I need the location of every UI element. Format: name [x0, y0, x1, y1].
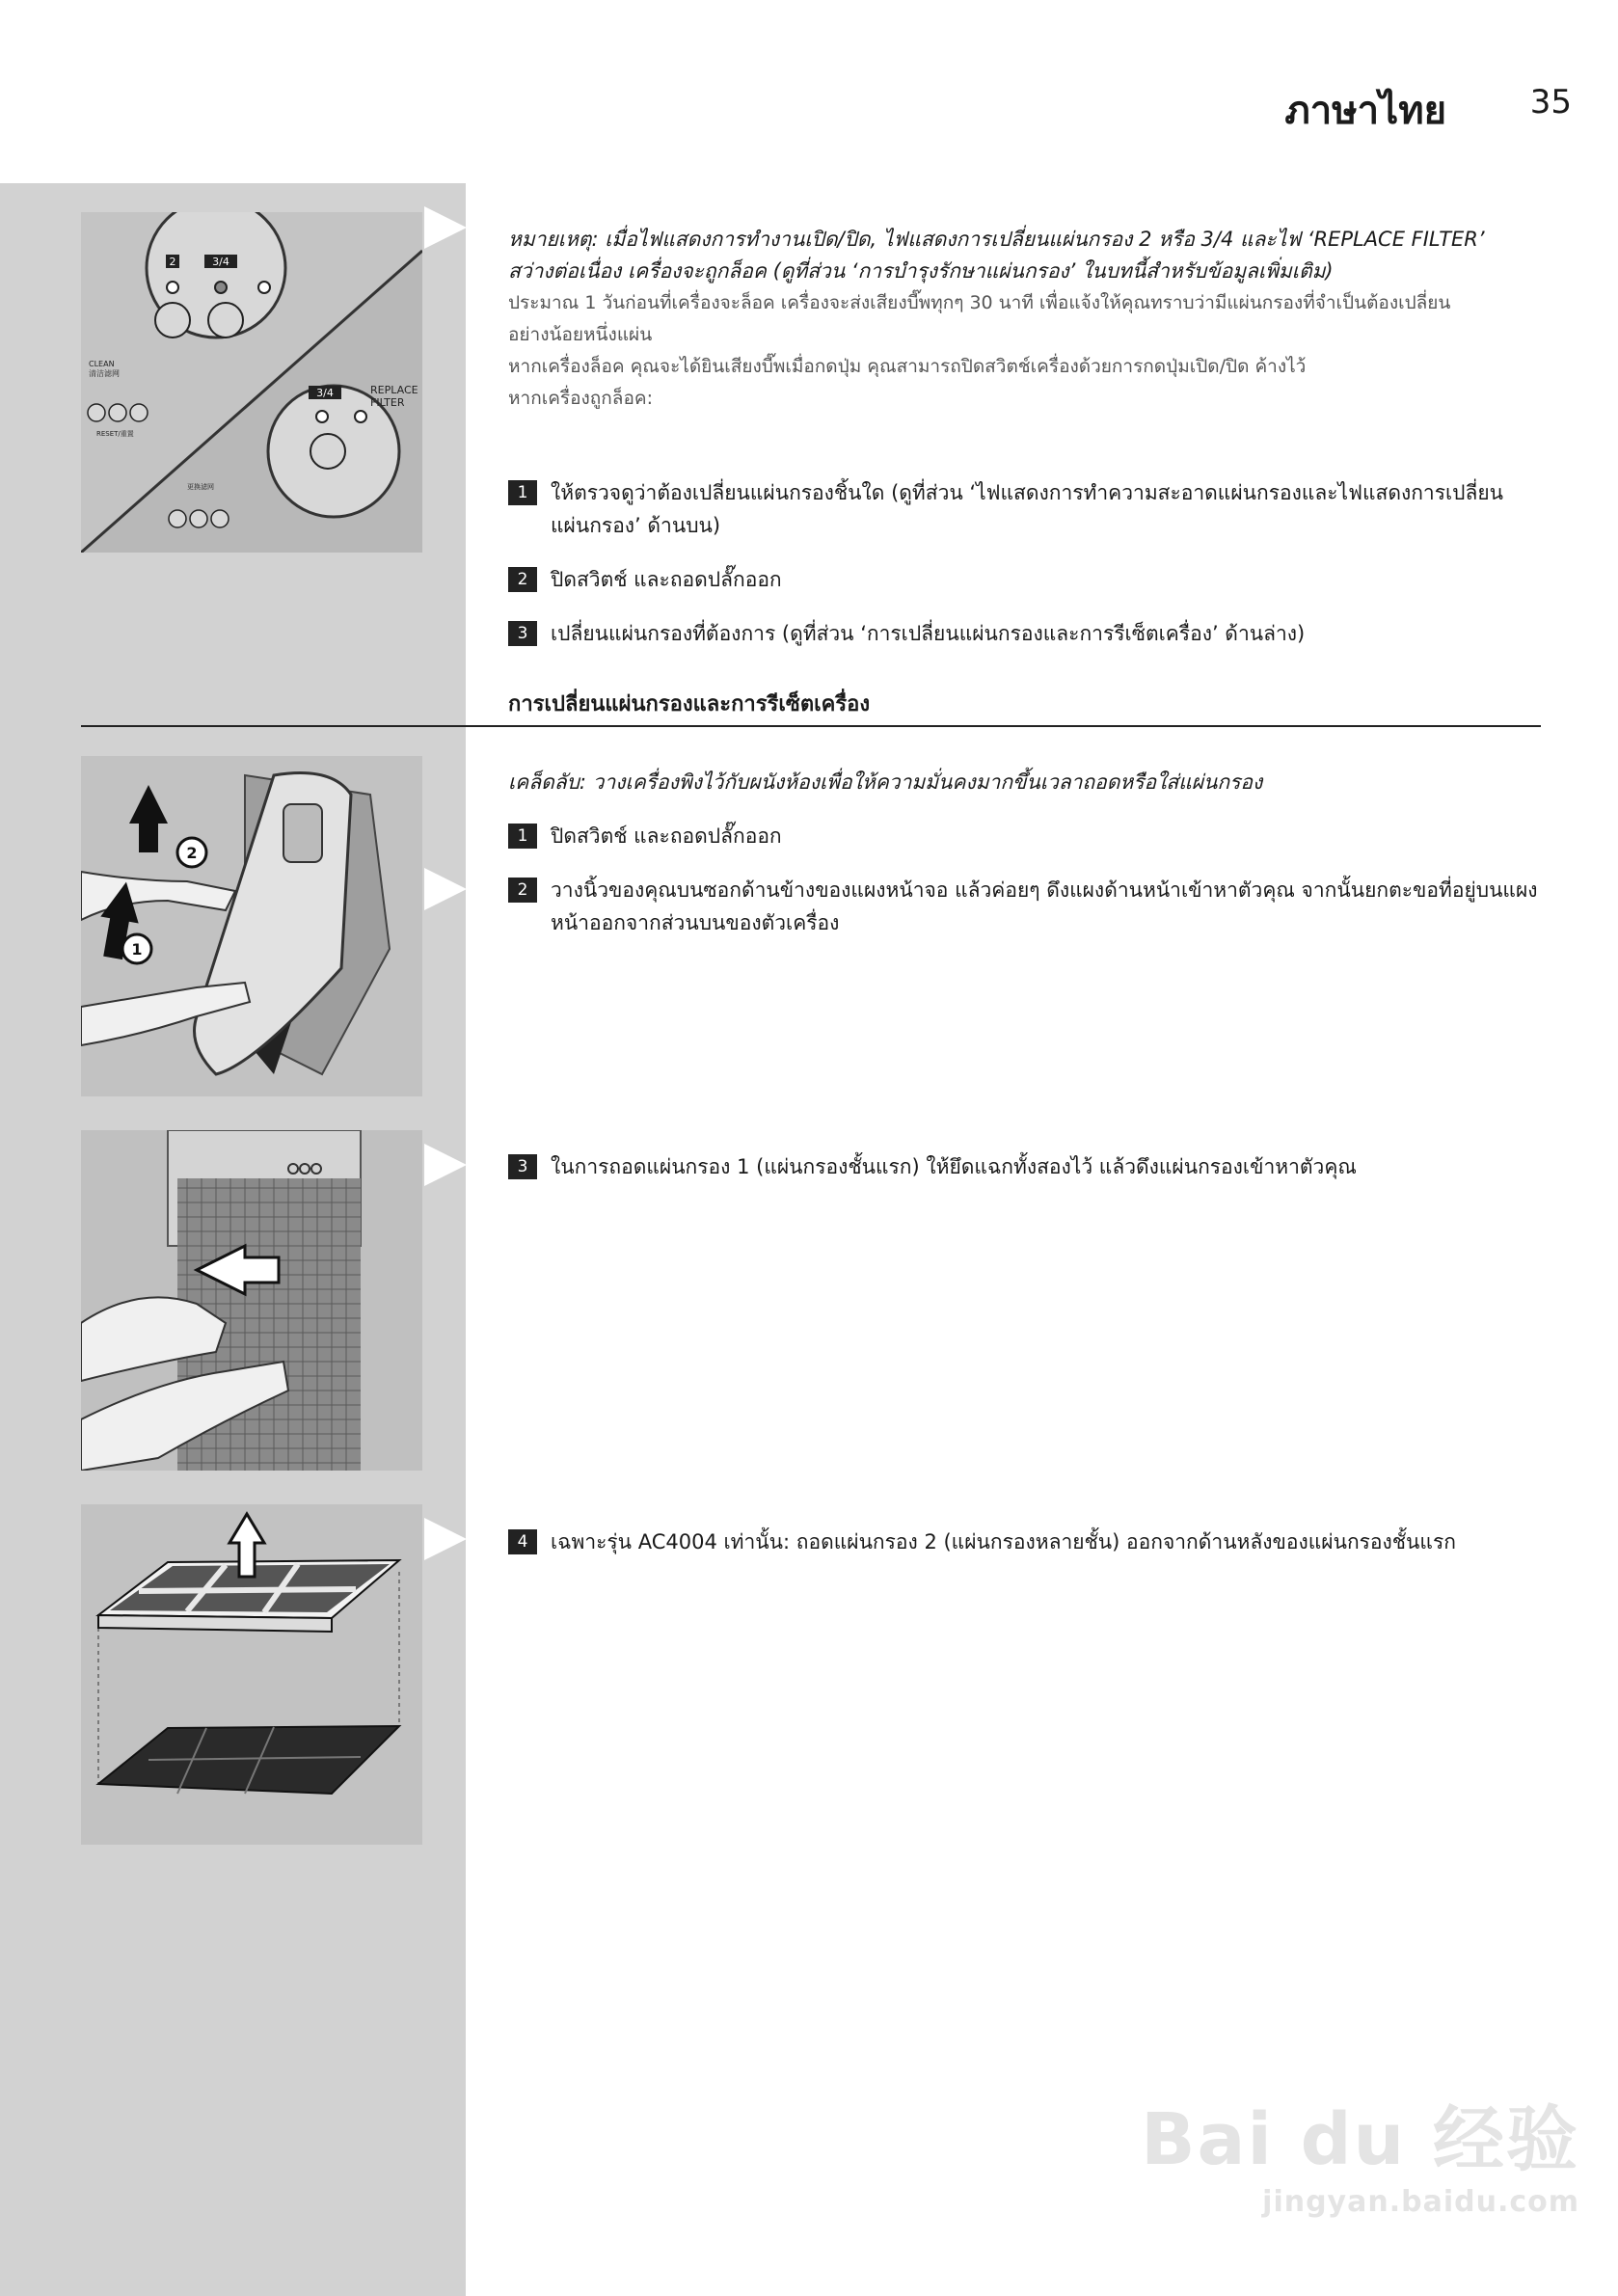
step-item	[508, 1150, 1541, 1183]
note-line: อย่างน้อยหนึ่งแผ่น	[508, 324, 653, 345]
replace-cn-label: 更换滤网	[187, 483, 214, 491]
step-item	[508, 563, 1541, 596]
step-text: เฉพาะรุ่น AC4004 เท่านั้น: ถอดแผ่นกรอง 2 (แผ่นกรองหลายชั้น) ออกจากด้านหลังของแผ่นกรองชั้นแรก	[551, 1530, 1456, 1553]
page-language-title: ภาษาไทย	[1284, 89, 1446, 133]
note-block	[508, 224, 1541, 415]
filter-label: FILTER	[370, 396, 405, 409]
pointer-notch	[424, 868, 467, 910]
watermark-url: jingyan.baidu.com	[1262, 2185, 1579, 2219]
filter-removal-illustration	[81, 1130, 422, 1471]
filter-separation-drawing	[81, 1504, 422, 1845]
locked-steps	[508, 476, 1541, 671]
step-text: ในการถอดแผ่นกรอง 1 (แผ่นกรองชั้นแรก) ให้ยึดแฉกทั้งสองไว้ แล้วดึงแผ่นกรองเข้าหาตัวคุณ	[551, 1155, 1357, 1178]
section-heading: การเปลี่ยนแผ่นกรองและการรีเซ็ตเครื่อง	[508, 692, 871, 716]
front-panel-drawing	[81, 756, 422, 1096]
front-panel-steps	[508, 767, 1541, 960]
note-line: หากเครื่องถูกล็อค:	[508, 388, 653, 409]
step-text: วางนิ้วของคุณบนซอกด้านข้างของแผงหน้าจอ แล้วค่อยๆ ดึงแผงด้านหน้าเข้าหาตัวคุณ จากนั้นยกตะขอที่อยู่บนแผงหน้าออกจากส่วนบนของตัวเครื่อง	[551, 878, 1538, 934]
step-item	[508, 820, 1541, 852]
watermark-logo: Bai du 经验	[1141, 2098, 1579, 2181]
pointer-notch	[424, 206, 467, 249]
clean-label: CLEAN	[89, 360, 115, 368]
replace-label: REPLACE	[370, 384, 418, 396]
filter-step-4	[508, 1526, 1541, 1580]
note-line: หมายเหตุ: เมื่อไฟแสดงการทำงานเปิด/ปิด, ไฟแสดงการเปลี่ยนแผ่นกรอง 2 หรือ 3/4 และไฟ ‘REPLACE FILTER’	[508, 228, 1485, 251]
step-number: 2	[508, 567, 537, 592]
filter-removal-drawing	[81, 1130, 422, 1471]
step-number: 2	[508, 878, 537, 903]
step-number: 1	[508, 480, 537, 505]
reset-label: RESET/重置	[96, 430, 134, 438]
filter-separation-illustration	[81, 1504, 422, 1845]
arrow-label-1: 1	[131, 940, 143, 959]
step-item	[508, 476, 1541, 542]
panel-label-34: 3/4	[212, 256, 229, 268]
tip-text: เคล็ดลับ: วางเครื่องพิงไว้กับผนังห้องเพื่อให้ความมั่นคงมากขึ้นเวลาถอดหรือใส่แผ่นกรอง	[508, 770, 1263, 794]
step-item	[508, 617, 1541, 650]
page-number: 35	[1529, 83, 1572, 122]
filter-step-3	[508, 1150, 1541, 1204]
control-panel-drawing	[81, 212, 422, 553]
step-number: 1	[508, 824, 537, 849]
step-number: 3	[508, 1154, 537, 1179]
pointer-notch	[424, 1518, 467, 1560]
panel-label-2: 2	[169, 256, 176, 268]
arrow-label-2: 2	[186, 844, 198, 862]
step-item	[508, 1526, 1541, 1558]
front-panel-removal-illustration	[81, 756, 422, 1096]
control-panel-illustration	[81, 212, 422, 553]
step-text: ปิดสวิตช์ และถอดปลั๊กออก	[551, 824, 782, 848]
step-text: เปลี่ยนแผ่นกรองที่ต้องการ (ดูที่ส่วน ‘การเปลี่ยนแผ่นกรองและการรีเซ็ตเครื่อง’ ด้านล่าง)	[551, 622, 1306, 645]
baidu-watermark	[1141, 2083, 1579, 2219]
section-rule	[81, 725, 1541, 727]
step-item	[508, 874, 1541, 939]
note-line: หากเครื่องล็อค คุณจะได้ยินเสียงบี๊พเมื่อกดปุ่ม คุณสามารถปิดสวิตช์เครื่องด้วยการกดปุ่มเปิด/ปิด ค้างไว้	[508, 356, 1307, 377]
step-text: ปิดสวิตช์ และถอดปลั๊กออก	[551, 568, 782, 591]
pointer-notch	[424, 1144, 467, 1186]
clean-cn-label: 清洁滤网	[89, 369, 120, 378]
note-line: สว่างต่อเนื่อง เครื่องจะถูกล็อค (ดูที่ส่วน ‘การบำรุงรักษาแผ่นกรอง’ ในบทนี้สำหรับข้อมูลเพิ่มเติม)	[508, 259, 1334, 283]
note-line: ประมาณ 1 วันก่อนที่เครื่องจะล็อค เครื่องจะส่งเสียงบี๊พทุกๆ 30 นาที เพื่อแจ้งให้คุณทราบว่ามีแผ่นกรองที่จำเป็นต้องเปลี่ยน	[508, 292, 1451, 313]
step-text: ให้ตรวจดูว่าต้องเปลี่ยนแผ่นกรองชิ้นใด (ดูที่ส่วน ‘ไฟแสดงการทำความสะอาดแผ่นกรองและไฟแสดงการเปลี่ยนแผ่นกรอง’ ด้านบน)	[551, 481, 1504, 537]
step-number: 3	[508, 621, 537, 646]
step-number: 4	[508, 1529, 537, 1554]
panel-label-34-b: 3/4	[316, 387, 334, 399]
